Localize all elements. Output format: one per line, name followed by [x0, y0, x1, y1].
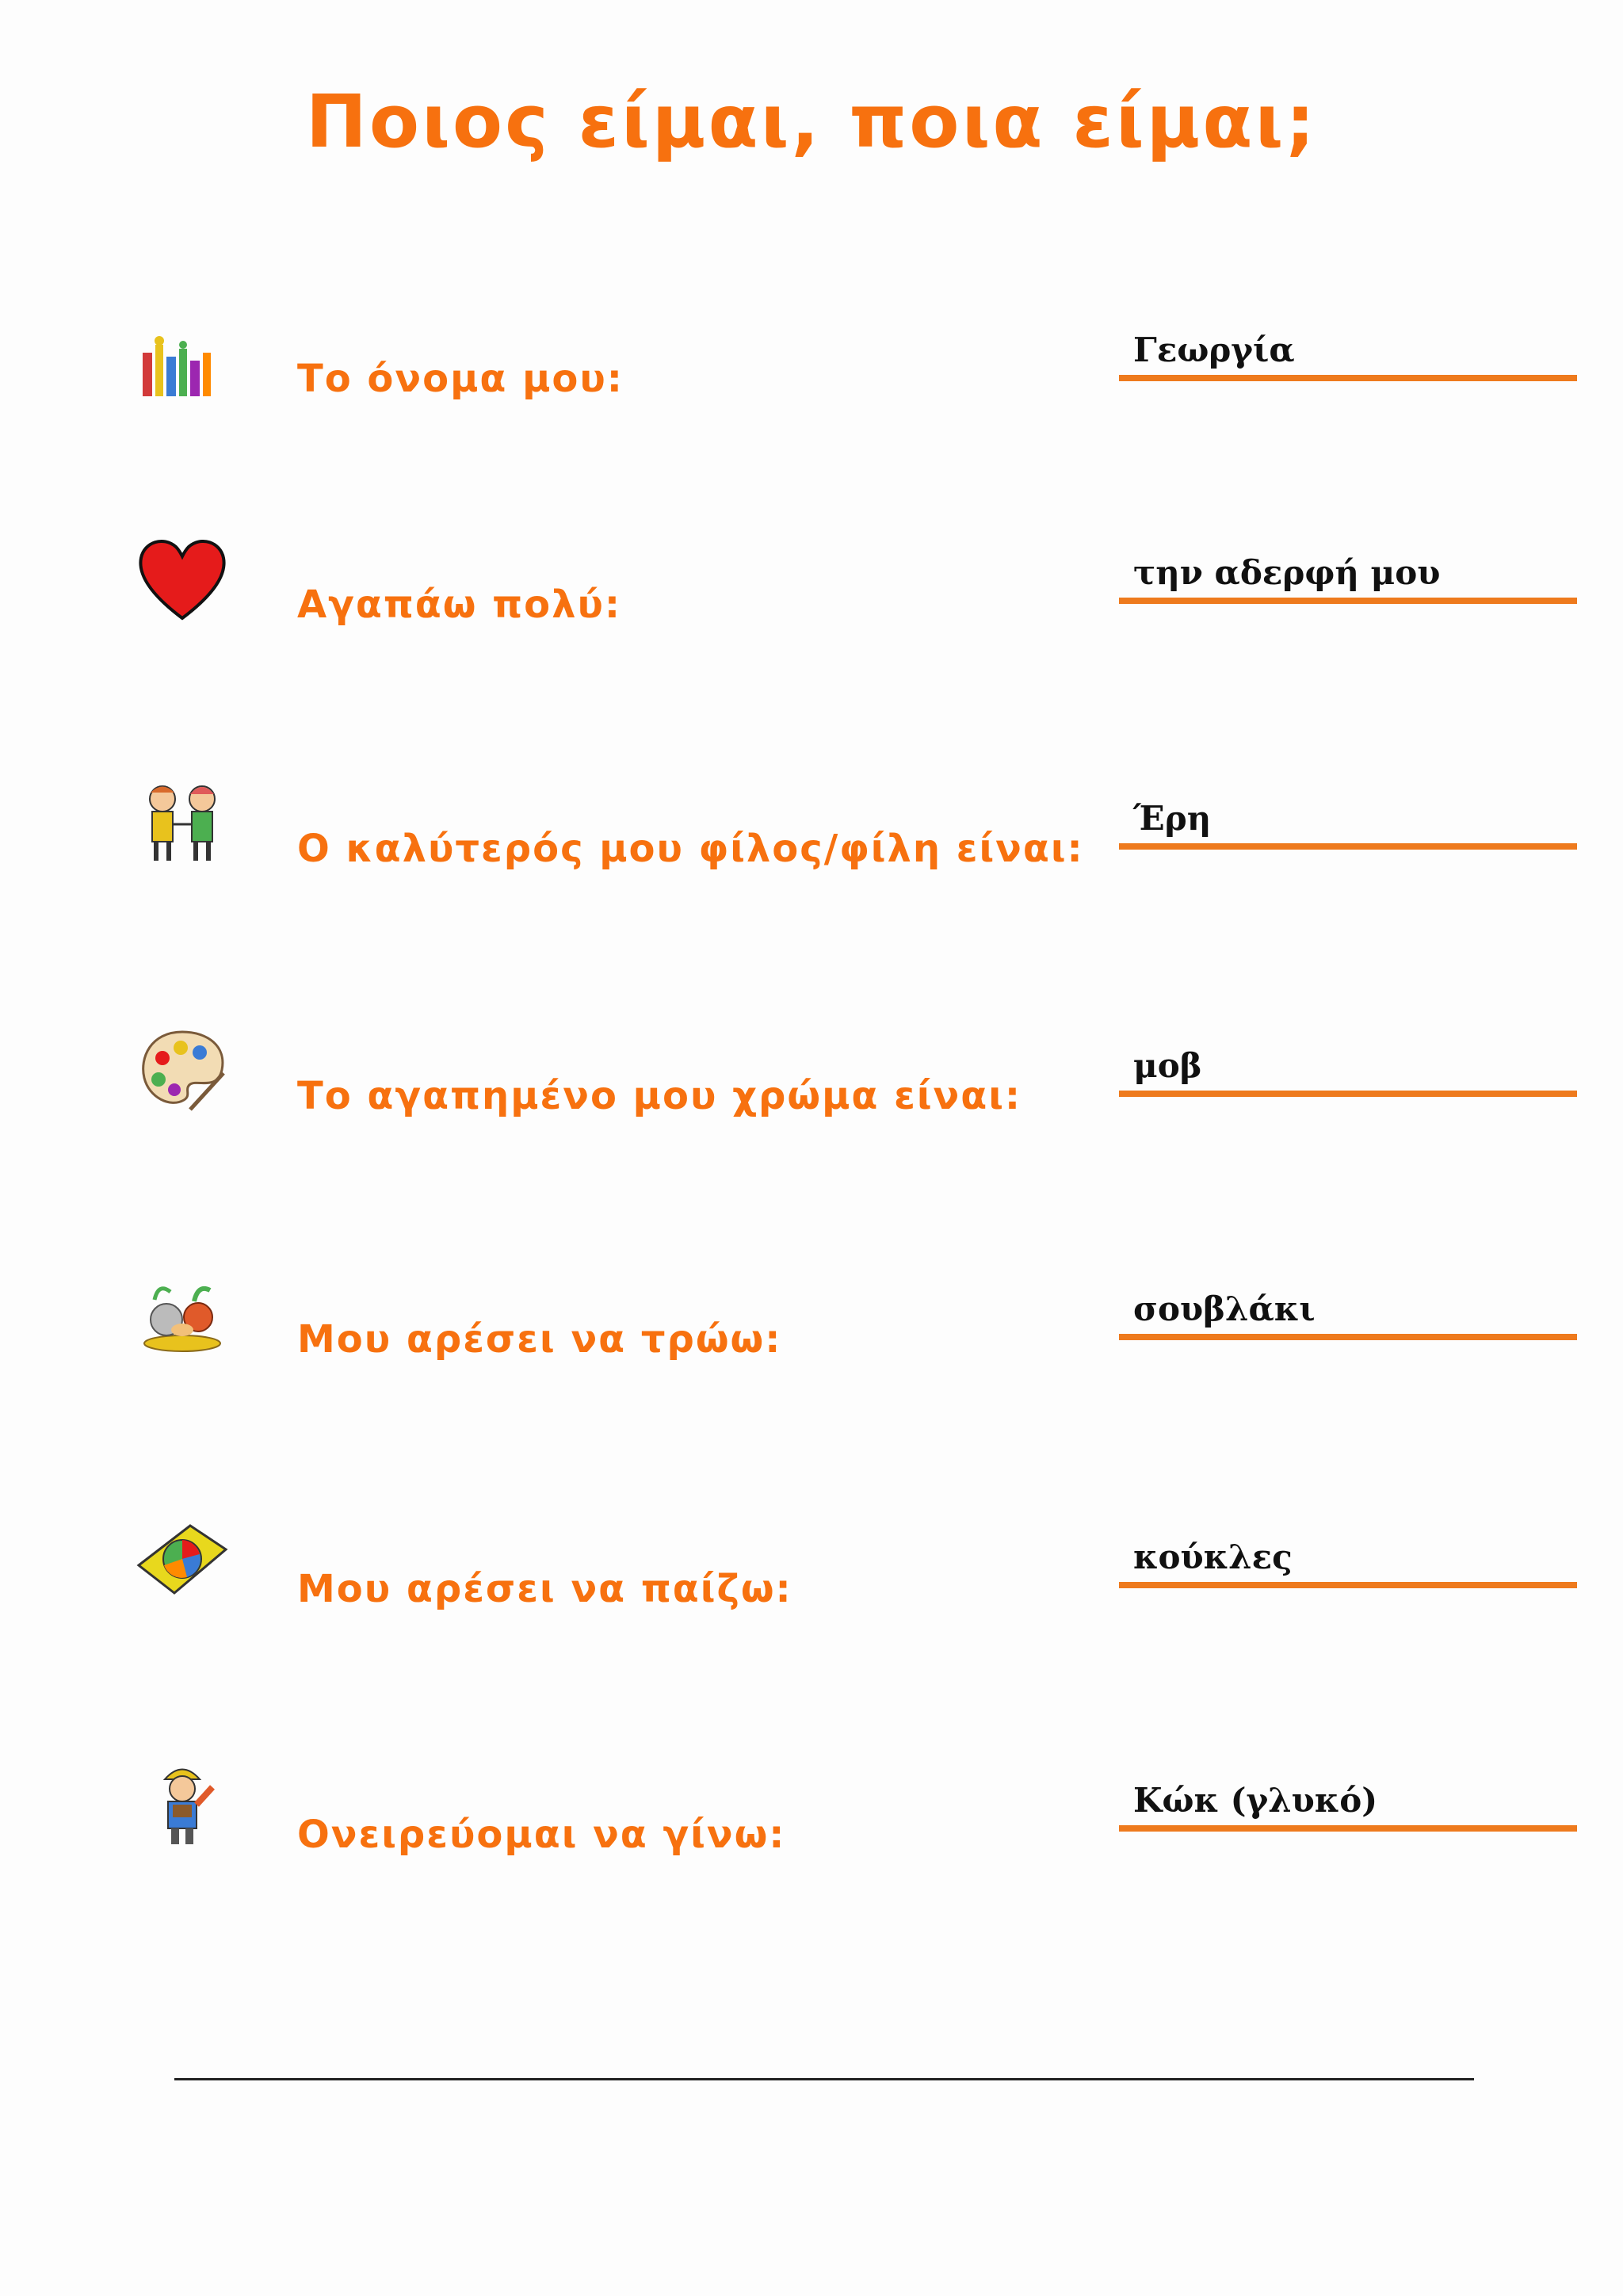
answer-line — [1119, 1091, 1577, 1097]
answer-text: Γεωργία — [1133, 330, 1295, 369]
answer-line — [1119, 1582, 1577, 1588]
row-love — [0, 531, 1623, 658]
answer-text: Έρη — [1133, 799, 1212, 838]
row-label: Μου αρέσει να τρώω: — [297, 1317, 782, 1362]
row-label: Το αγαπημένο μου χρώμα είναι: — [297, 1074, 1022, 1118]
row-label: Αγαπάω πολύ: — [297, 583, 622, 627]
row-play — [0, 1510, 1623, 1637]
row-friend — [0, 773, 1623, 900]
answer-text: Κώκ (γλυκό) — [1133, 1781, 1378, 1820]
board-game-icon — [135, 1510, 230, 1605]
answer-line — [1119, 843, 1577, 850]
heart-icon — [135, 531, 230, 626]
answer-line — [1119, 1334, 1577, 1340]
row-label: Ονειρεύομαι να γίνω: — [297, 1813, 786, 1857]
footer-divider — [174, 2078, 1474, 2080]
row-label: Το όνομα μου: — [297, 357, 624, 401]
paint-palette-icon — [135, 1022, 230, 1117]
row-name — [0, 321, 1623, 448]
page-title: Ποιος είμαι, ποια είμαι; — [305, 79, 1318, 164]
answer-line — [1119, 598, 1577, 604]
row-color — [0, 1022, 1623, 1149]
food-icon — [135, 1268, 230, 1363]
row-dream — [0, 1755, 1623, 1882]
answer-text: σουβλάκι — [1133, 1289, 1316, 1328]
name-letters-icon — [135, 321, 230, 416]
row-label: Μου αρέσει να παίζω: — [297, 1567, 792, 1611]
answer-line — [1119, 1825, 1577, 1832]
answer-line — [1119, 375, 1577, 381]
answer-text: κούκλες — [1133, 1538, 1293, 1576]
builder-icon — [135, 1755, 230, 1851]
row-food — [0, 1268, 1623, 1395]
row-label: Ο καλύτερός μου φίλος/φίλη είναι: — [297, 827, 1084, 871]
answer-text: μοβ — [1133, 1046, 1202, 1085]
answer-text: την αδερφή μου — [1133, 553, 1441, 592]
friends-icon — [135, 777, 230, 872]
